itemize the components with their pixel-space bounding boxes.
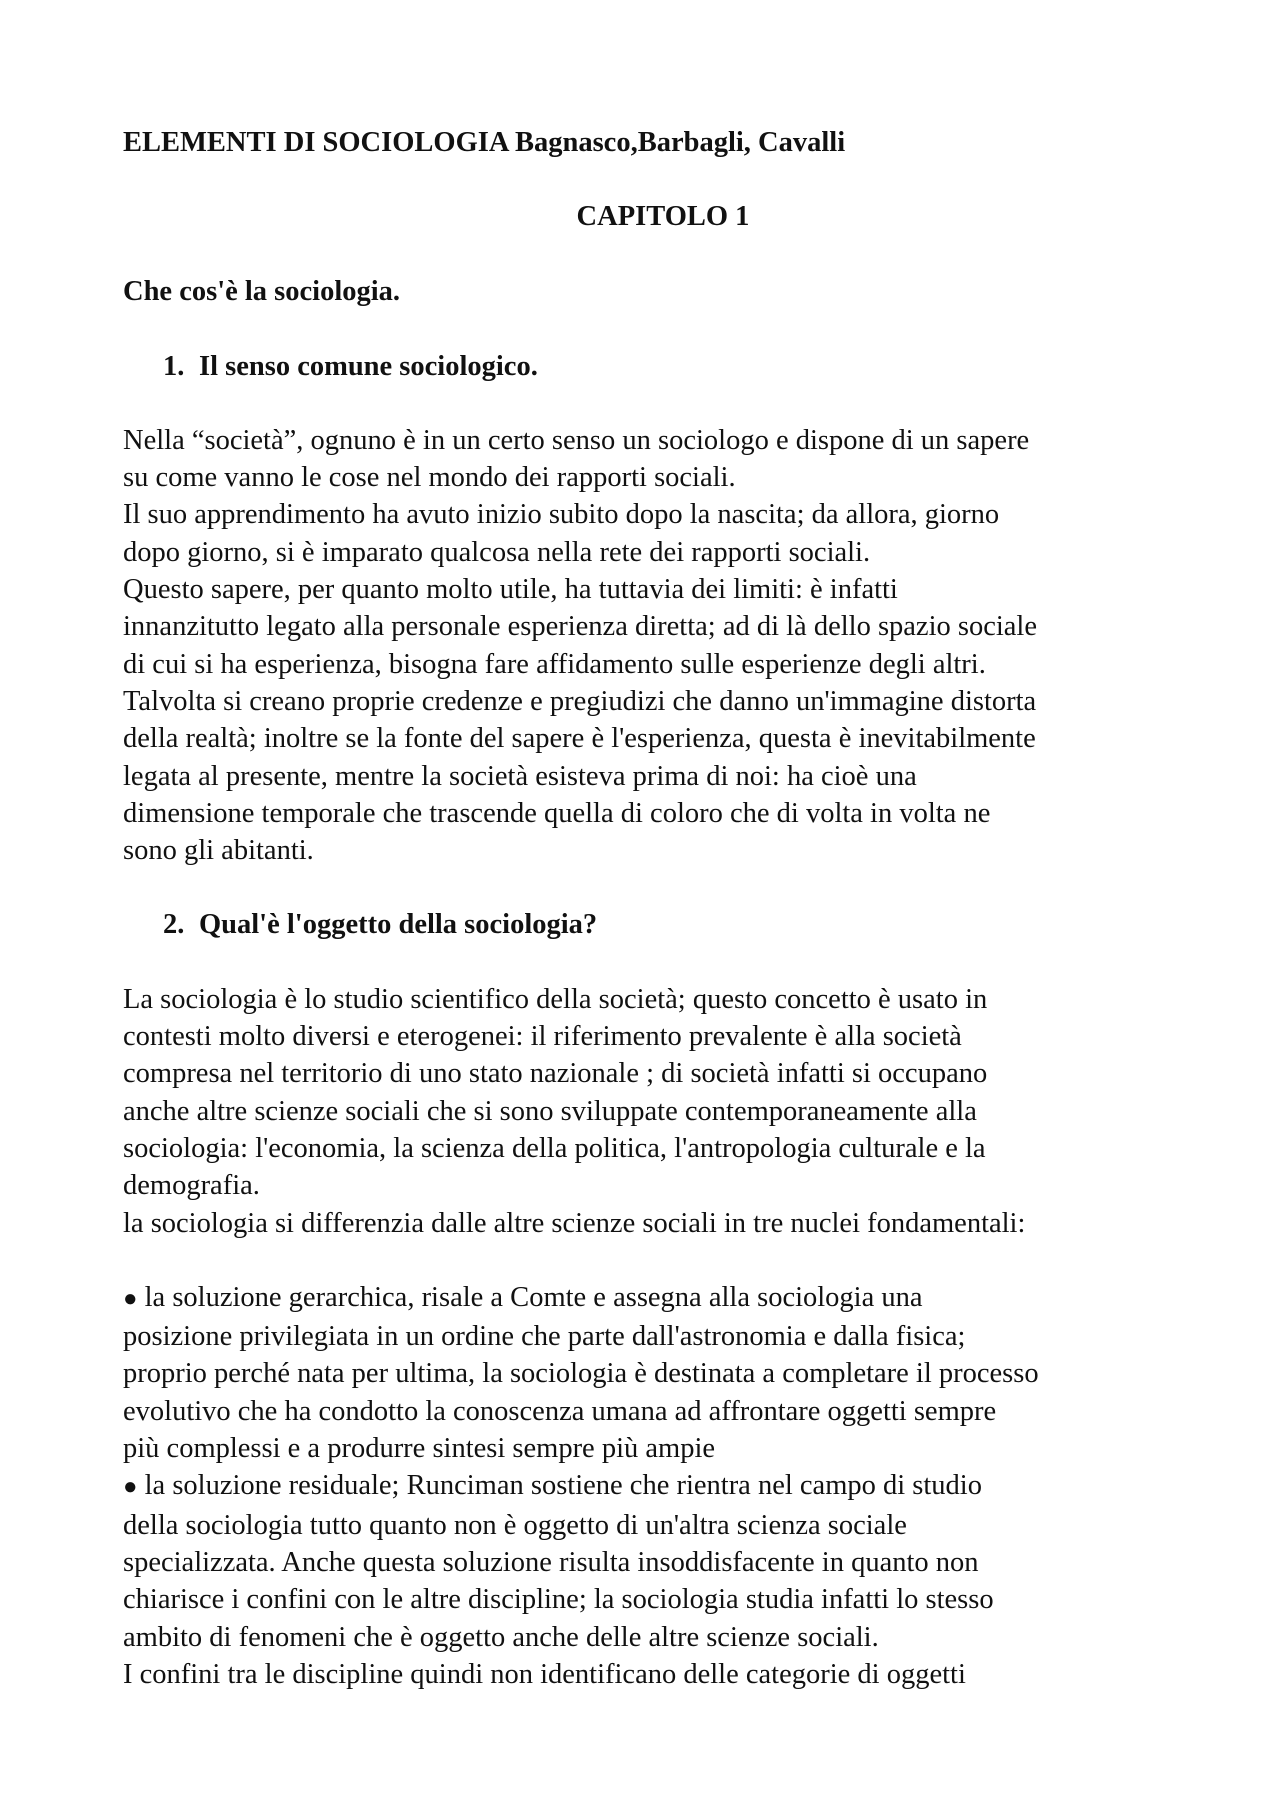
list-item-text: la soluzione gerarchica, risale a Comte e assegna alla sociologia una: [144, 1281, 923, 1313]
text-line: compresa nel territorio di uno stato nazionale ; di società infatti si occupano: [123, 1058, 988, 1090]
text-line: della sociologia tutto quanto non è oggetto di un'altra scienza sociale: [123, 1509, 907, 1541]
section-2-heading: [123, 906, 1183, 943]
text-line: Questo sapere, per quanto molto utile, ha tuttavia dei limiti: è infatti: [123, 574, 898, 606]
text-line: anche altre scienze sociali che si sono sviluppate contemporaneamente alla: [123, 1095, 977, 1127]
text-line: dimensione temporale che trascende quella di coloro che di volta in volta ne: [123, 797, 991, 829]
list-item: [123, 1279, 1183, 1318]
section-1-heading: [123, 348, 1183, 385]
list-item: [123, 1467, 1183, 1506]
text-line: Talvolta si creano proprie credenze e pregiudizi che danno un'immagine distorta: [123, 685, 1037, 717]
text-line: proprio perché nata per ultima, la sociologia è destinata a completare il processo: [123, 1358, 1039, 1390]
section-title: Che cos'è la sociologia.: [123, 276, 401, 308]
text-line: contesti molto diversi e eterogenei: il riferimento prevalente è alla società: [123, 1021, 962, 1053]
bullet-list: [123, 1279, 1183, 1693]
text-line: chiarisce i confini con le altre discipline; la sociologia studia infatti lo stesso: [123, 1584, 994, 1616]
text-line: Il suo apprendimento ha avuto inizio subito dopo la nascita; da allora, giorno: [123, 499, 1000, 531]
text-line: sono gli abitanti.: [123, 835, 314, 867]
bullet-icon: ●: [123, 1285, 138, 1312]
text-line: posizione privilegiata in un ordine che parte dall'astronomia e dalla fisica;: [123, 1321, 966, 1353]
document-title: ELEMENTI DI SOCIOLOGIA Bagnasco,Barbagli, Cavalli: [123, 127, 846, 158]
text-line: specializzata. Anche questa soluzione risulta insoddisfacente in quanto non: [123, 1546, 979, 1578]
text-line: sociologia: l'economia, la scienza della politica, l'antropologia culturale e la: [123, 1132, 986, 1164]
text-line: La sociologia è lo studio scientifico della società; questo concetto è usato in: [123, 983, 988, 1015]
section-2-heading-text: Qual'è l'oggetto della sociologia?: [199, 909, 598, 941]
chapter-heading: CAPITOLO 1: [576, 201, 750, 232]
text-line: innanzitutto legato alla personale esperienza diretta; ad di là dello spazio sociale: [123, 611, 1038, 643]
text-line: I confini tra le discipline quindi non identificano delle categorie di oggetti: [123, 1658, 966, 1690]
text-line: della realtà; inoltre se la fonte del sapere è l'esperienza, questa è inevitabilmente: [123, 723, 1036, 755]
text-line: su come vanno le cose nel mondo dei rapporti sociali.: [123, 462, 736, 494]
text-line: di cui si ha esperienza, bisogna fare affidamento sulle esperienze degli altri.: [123, 648, 986, 680]
text-line: Nella “società”, ognuno è in un certo senso un sociologo e dispone di un sapere: [123, 424, 1030, 456]
section-2-paragraph: [123, 981, 1183, 1242]
section-1-heading-text: Il senso comune sociologico.: [199, 350, 538, 382]
bullet-icon: ●: [123, 1474, 138, 1501]
list-item-text: la soluzione residuale; Runciman sostiene che rientra nel campo di studio: [144, 1470, 982, 1502]
document-page: [123, 124, 1183, 1693]
text-line: demografia.: [123, 1170, 260, 1202]
text-line: evolutivo che ha condotto la conoscenza umana ad affrontare oggetti sempre: [123, 1395, 997, 1427]
text-line: più complessi e a produrre sintesi sempre più ampie: [123, 1433, 716, 1465]
text-line: ambito di fenomeni che è oggetto anche delle altre scienze sociali.: [123, 1621, 879, 1653]
section-1-number: 1.: [163, 350, 185, 382]
text-line: dopo giorno, si è imparato qualcosa nella rete dei rapporti sociali.: [123, 536, 871, 568]
section-2-number: 2.: [163, 909, 185, 941]
section-1-paragraph: [123, 422, 1183, 870]
text-line: legata al presente, mentre la società esisteva prima di noi: ha cioè una: [123, 760, 917, 792]
text-line: la sociologia si differenzia dalle altre scienze sociali in tre nuclei fondamentali:: [123, 1207, 1026, 1239]
